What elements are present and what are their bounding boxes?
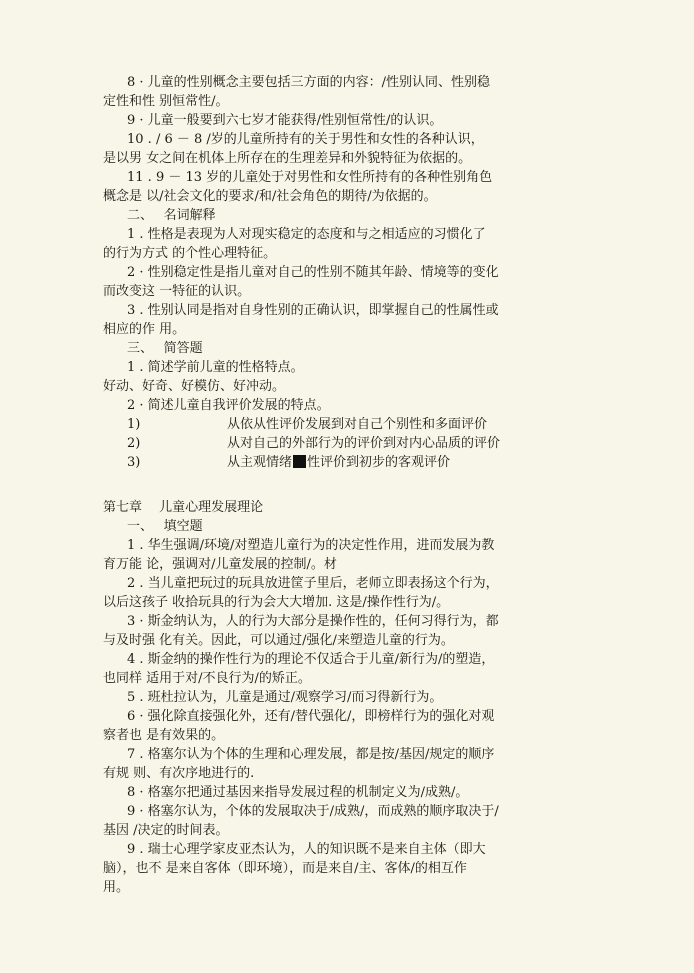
text-line: 1 . 华生强调/环境/对塑造儿童行为的决定性作用，进而发展为教 xyxy=(127,538,495,553)
text-line: 1 . 简述学前儿童的性格特点。 xyxy=(127,360,304,375)
section-heading: 二、 名词解释 xyxy=(127,208,216,223)
text-line: 1 . 性格是表现为人对现实稳定的态度和与之相适应的习惯化了 xyxy=(127,227,486,242)
text-line: 8 · 格塞尔把通过基因来指导发展过程的机制定义为/成熟/。 xyxy=(127,785,469,800)
section-heading: 三、 简答题 xyxy=(127,341,203,356)
text-line: 9 · 格塞尔认为，个体的发展取决于/成熟/，而成熟的顺序取决于/ xyxy=(127,804,499,819)
text-line: 3 . 性别认同是指对自身性别的正确认识，即掌握自己的性属性或 xyxy=(127,303,499,318)
text-line: 育万能 论，强调对/儿童发展的控制/。材 xyxy=(103,557,337,572)
text-line: 概念是 以/社会文化的要求/和/社会角色的期待/为依据的。 xyxy=(103,189,437,204)
text-line: 好动、好奇、好模仿、好冲动。 xyxy=(103,379,286,394)
text-line: 9 . 瑞士心理学家皮亚杰认为，人的知识既不是来自主体（即大 xyxy=(127,842,486,857)
text-line: 基因 /决定的时间表。 xyxy=(103,823,229,838)
text-line: 有规 则、有次序地进行的. xyxy=(103,766,255,781)
text-line: 用。 xyxy=(103,880,130,895)
list-text: 从依从性评价发展到对自己个别性和多面评价 xyxy=(227,417,488,432)
redaction-mark xyxy=(293,455,306,468)
text-line: 9 · 儿童一般要到六七岁才能获得/性别恒常性/的认识。 xyxy=(127,113,443,128)
section-1 xyxy=(103,73,593,472)
list-item xyxy=(103,415,593,434)
text-line: 而改变这 一特征的认识。 xyxy=(103,284,251,299)
text-line: 2 · 性别稳定性是指儿童对自己的性别不随其年龄、情境等的变化 xyxy=(127,265,499,280)
chapter-7 xyxy=(103,498,593,897)
text-line: 2 · 简述儿童自我评价发展的特点。 xyxy=(127,398,330,413)
chapter-title: 第七章 儿童心理发展理论 xyxy=(103,500,264,515)
text-line: 3 · 斯金纳认为，人的行为大部分是操作性的，任何习得行为，都 xyxy=(127,614,499,629)
list-text: 从主观情绪 xyxy=(227,455,293,470)
text-line: 8 · 儿童的性别概念主要包括三方面的内容：/性别认同、性别稳 xyxy=(127,75,491,90)
text-line: 10 . / 6 － 8 /岁的儿童所持有的关于男性和女性的各种认识， xyxy=(127,132,484,147)
list-number: 2) xyxy=(127,436,141,451)
list-text: 从对自己的外部行为的评价到对内心品质的评价 xyxy=(227,436,501,451)
text-line: 以后这孩子 收拾玩具的行为会大大增加. 这是/操作性行为/。 xyxy=(103,595,450,610)
text-line: 6 · 强化除直接强化外，还有/替代强化/，即榜样行为的强化对观 xyxy=(127,709,495,724)
list-number: 3) xyxy=(127,455,141,470)
text-line: 7 . 格塞尔认为个体的生理和心理发展，都是按/基因/规定的顺序 xyxy=(127,747,495,762)
text-line: 2 . 当儿童把玩过的玩具放进筐子里后，老师立即表扬这个行为， xyxy=(127,576,499,591)
text-line: 4 . 斯金纳的操作性行为的理论不仅适合于儿童/新行为/的塑造， xyxy=(127,652,495,667)
text-line: 察者也 是有效果的。 xyxy=(103,728,225,743)
text-line: 的行为方式 的个性心理特征。 xyxy=(103,246,277,261)
list-text: 性评价到初步的客观评价 xyxy=(307,455,451,470)
text-line: 定性和性 别恒常性/。 xyxy=(103,94,229,109)
list-item xyxy=(103,453,593,472)
text-line: 11 . 9 － 13 岁的儿童处于对男性和女性所持有的各种性别角色 xyxy=(127,170,493,185)
text-line: 与及时强 化有关。因此，可以通过/强化/来塑造儿童的行为。 xyxy=(103,633,454,648)
text-line: 5 . 班杜拉认为，儿童是通过/观察学习/而习得新行为。 xyxy=(127,690,443,705)
section-heading: 一、 填空题 xyxy=(127,519,203,534)
text-line: 也同样 适用于对/不良行为/的矫正。 xyxy=(103,671,311,686)
list-number: 1) xyxy=(127,417,141,432)
text-line: 相应的作 用。 xyxy=(103,322,186,337)
text-line: 是以男 女之间在机体上所存在的生理差异和外貌特征为依据的。 xyxy=(103,151,472,166)
text-line: 脑），也不 是来自客体（即环境），而是来自/主、客体/的相互作 xyxy=(103,861,467,876)
list-item xyxy=(103,434,593,453)
